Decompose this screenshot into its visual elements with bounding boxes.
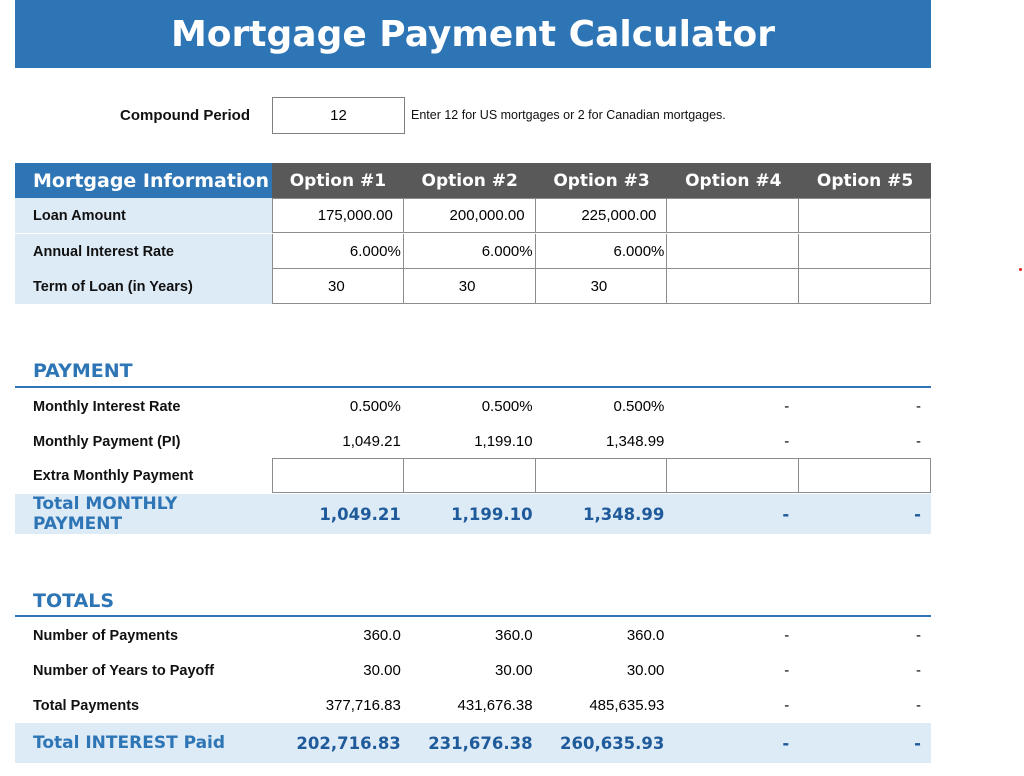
total-payments-option-1: 377,716.83 — [325, 697, 401, 714]
extra-payment-option-3[interactable] — [536, 458, 668, 493]
monthly-payment-row — [15, 424, 931, 459]
years-to-payoff-option-1: 30.00 — [363, 662, 401, 679]
extra-monthly-payment-row — [15, 458, 931, 493]
monthly-payment-label: Monthly Payment (PI) — [33, 433, 181, 450]
option-3-header: Option #3 — [536, 163, 668, 198]
total-interest-paid-option-2: 231,676.38 — [428, 733, 533, 753]
interest-rate-option-3[interactable]: 6.000% — [536, 234, 668, 269]
mortgage-info-header — [15, 163, 931, 198]
years-to-payoff-row — [15, 653, 931, 688]
total-interest-paid-row — [15, 723, 931, 763]
total-monthly-payment-option-1: 1,049.21 — [319, 504, 401, 524]
monthly-interest-rate-row — [15, 389, 931, 424]
option-1-header: Option #1 — [272, 163, 404, 198]
total-monthly-payment-label: Total MONTHLY PAYMENT — [33, 494, 178, 534]
compound-period-label: Compound Period — [120, 107, 250, 124]
interest-rate-option-4[interactable] — [667, 234, 799, 269]
loan-term-option-2[interactable]: 30 — [404, 269, 536, 304]
totals-section-divider — [15, 615, 931, 617]
total-interest-paid-option-5: - — [914, 733, 921, 753]
total-payments-option-4: - — [784, 697, 790, 714]
total-interest-paid-option-1: 202,716.83 — [296, 733, 401, 753]
loan-term-option-1[interactable]: 30 — [272, 269, 404, 304]
interest-rate-row — [15, 234, 931, 269]
total-payments-row — [15, 688, 931, 723]
compound-period-input[interactable] — [272, 97, 405, 134]
loan-term-label: Term of Loan (in Years) — [15, 269, 272, 304]
number-of-payments-option-4: - — [784, 627, 790, 644]
option-2-header: Option #2 — [404, 163, 536, 198]
number-of-payments-option-5: - — [915, 627, 921, 644]
loan-amount-option-5[interactable] — [799, 198, 931, 233]
total-interest-paid-label: Total INTEREST Paid — [33, 733, 226, 753]
payment-section-divider — [15, 386, 931, 388]
interest-rate-option-5[interactable] — [799, 234, 931, 269]
extra-monthly-payment-label: Extra Monthly Payment — [33, 467, 194, 484]
years-to-payoff-option-5: - — [915, 662, 921, 679]
extra-payment-option-2[interactable] — [404, 458, 536, 493]
interest-rate-option-2[interactable]: 6.000% — [404, 234, 536, 269]
monthly-payment-option-2: 1,199.10 — [474, 433, 533, 450]
monthly-interest-rate-option-1: 0.500% — [349, 398, 401, 415]
interest-rate-label: Annual Interest Rate — [15, 234, 272, 269]
loan-amount-option-2[interactable]: 200,000.00 — [404, 198, 536, 233]
monthly-interest-rate-option-3: 0.500% — [613, 398, 665, 415]
loan-amount-label: Loan Amount — [15, 198, 272, 233]
total-monthly-payment-option-2: 1,199.10 — [451, 504, 533, 524]
loan-amount-row — [15, 198, 931, 233]
compound-period-note: Enter 12 for US mortgages or 2 for Canadian mortgages. — [411, 108, 726, 122]
number-of-payments-option-2: 360.0 — [495, 627, 533, 644]
extra-payment-option-5[interactable] — [799, 458, 931, 493]
interest-rate-option-1[interactable]: 6.000% — [272, 234, 404, 269]
total-payments-option-3: 485,635.93 — [589, 697, 665, 714]
totals-section-title: TOTALS — [33, 590, 115, 612]
total-monthly-payment-option-4: - — [782, 504, 790, 524]
monthly-interest-rate-option-5: - — [915, 398, 921, 415]
number-of-payments-option-3: 360.0 — [626, 627, 665, 644]
page-title: Mortgage Payment Calculator — [15, 0, 931, 68]
monthly-payment-option-3: 1,348.99 — [606, 433, 665, 450]
years-to-payoff-option-3: 30.00 — [626, 662, 665, 679]
total-payments-label: Total Payments — [33, 697, 140, 714]
option-5-header: Option #5 — [799, 163, 931, 198]
payment-section-title: PAYMENT — [33, 360, 133, 382]
monthly-interest-rate-label: Monthly Interest Rate — [33, 398, 181, 415]
total-payments-option-5: - — [915, 697, 921, 714]
monthly-payment-option-5: - — [915, 433, 921, 450]
stray-dot — [1019, 268, 1022, 271]
total-payments-option-2: 431,676.38 — [457, 697, 533, 714]
years-to-payoff-option-4: - — [784, 662, 790, 679]
monthly-payment-option-1: 1,049.21 — [342, 433, 401, 450]
loan-term-option-3[interactable]: 30 — [536, 269, 668, 304]
total-monthly-payment-option-5: - — [914, 504, 921, 524]
total-interest-paid-option-4: - — [782, 733, 790, 753]
total-interest-paid-option-3: 260,635.93 — [560, 733, 665, 753]
extra-payment-option-1[interactable] — [272, 458, 404, 493]
loan-amount-option-3[interactable]: 225,000.00 — [536, 198, 668, 233]
number-of-payments-label: Number of Payments — [33, 627, 179, 644]
total-monthly-payment-option-3: 1,348.99 — [582, 504, 665, 524]
years-to-payoff-option-2: 30.00 — [495, 662, 533, 679]
option-4-header: Option #4 — [667, 163, 799, 198]
number-of-payments-option-1: 360.0 — [363, 627, 401, 644]
loan-amount-option-1[interactable]: 175,000.00 — [272, 198, 404, 233]
loan-term-option-5[interactable] — [799, 269, 931, 304]
monthly-interest-rate-option-2: 0.500% — [481, 398, 533, 415]
monthly-interest-rate-option-4: - — [784, 398, 790, 415]
number-of-payments-row — [15, 618, 931, 653]
total-monthly-payment-row — [15, 494, 931, 534]
monthly-payment-option-4: - — [784, 433, 790, 450]
extra-payment-option-4[interactable] — [667, 458, 799, 493]
loan-term-row — [15, 269, 931, 304]
loan-amount-option-4[interactable] — [667, 198, 799, 233]
loan-term-option-4[interactable] — [667, 269, 799, 304]
years-to-payoff-label: Number of Years to Payoff — [33, 662, 215, 679]
mortgage-info-title: Mortgage Information — [15, 163, 272, 198]
